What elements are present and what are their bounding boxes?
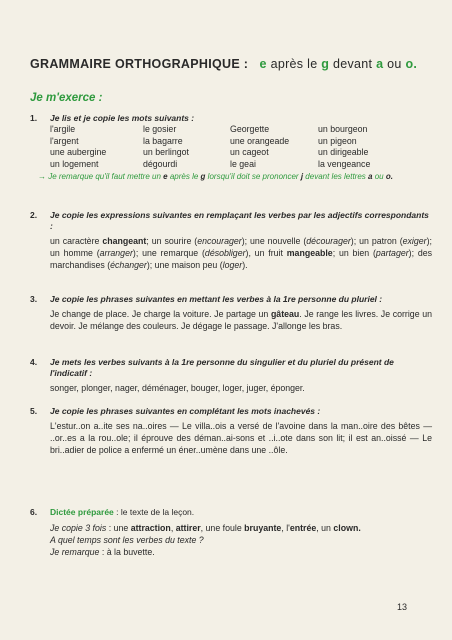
note-text: devant les lettres: [305, 172, 366, 181]
text-run: clown.: [333, 523, 361, 533]
text-run: gâteau: [270, 309, 300, 319]
title-letter-a: a: [376, 57, 384, 71]
word: l'argent: [50, 135, 79, 146]
title-text: après le: [270, 57, 318, 71]
word: un cageot: [230, 147, 269, 157]
word: une orangeade: [230, 135, 290, 146]
text-run: ; un sourire (: [146, 236, 198, 246]
word-column: [230, 124, 289, 170]
exercise-instruction: Je copie les phrases suivantes en mettant les verbes à la 1re personne du pluriel :: [50, 294, 383, 304]
text-run: ), un fruit: [245, 248, 287, 258]
title-letter-e: e: [259, 57, 267, 71]
remark-note: [38, 172, 430, 183]
text-run: attirer: [175, 523, 201, 533]
page-number: 13: [397, 602, 408, 612]
text-run: ,: [170, 523, 176, 533]
note-letter: o.: [385, 172, 393, 181]
text-run: loger: [222, 260, 243, 270]
exercise-text: [50, 522, 432, 558]
text-run: encourager: [197, 236, 242, 246]
word: dégourdi: [143, 158, 178, 169]
word-column: [143, 124, 189, 170]
text-run: partager: [375, 248, 409, 258]
text-run: : une: [106, 523, 131, 533]
exercise-number: 1.: [30, 113, 38, 123]
exercise-number: 4.: [30, 357, 38, 367]
text-run: décourager: [306, 236, 351, 246]
exercise-instruction: [50, 507, 430, 518]
text-line: [50, 522, 432, 534]
word: un dirigeable: [318, 147, 369, 157]
exercise-number: 3.: [30, 294, 38, 304]
text-run: ); un patron (: [350, 236, 403, 246]
title-letter-o: o.: [405, 57, 418, 71]
text-run: ); des marchandises (: [50, 248, 433, 270]
exercise-instruction: Je lis et je copie les mots suivants :: [50, 113, 195, 123]
word: la vengeance: [318, 158, 371, 169]
title-text: ou: [387, 57, 402, 71]
text-run: mangeable: [286, 248, 333, 258]
note-text: après le: [169, 172, 199, 181]
exercise-text: L'estur..on a..ite ses na..oires — Le villa..ois a versé de l'avoine dans la man..oire des bêtes — ..or..es a la rou..ole; il éprouve des déman..ai-sons et ..i..ote dans son lit; il est an..oissé — Le bri..adier de police a enfermé un éner..umène dans une ..ôle.: [50, 421, 432, 455]
word: un logement: [50, 158, 99, 169]
text-run: ); un homme (: [50, 236, 432, 258]
text-run: Je copie 3 fois: [50, 523, 107, 533]
word: Georgette: [230, 124, 270, 134]
text-run: changeant: [102, 236, 147, 246]
exercise-text: [50, 235, 432, 271]
title-letter-g: g: [321, 57, 330, 71]
exercise-number: 2.: [30, 210, 38, 220]
text-run: échanger: [110, 260, 147, 270]
word-column: [50, 124, 106, 170]
exercise-text: songer, plonger, nager, déménager, bouger, loger, juger, éponger.: [50, 383, 305, 393]
word: un berlingot: [143, 147, 189, 157]
note-text: lorsqu'il doit se prononcer: [207, 172, 299, 181]
text-run: Je remarque: [50, 547, 100, 557]
title-main: GRAMMAIRE ORTHOGRAPHIQUE :: [30, 57, 249, 71]
text-run: désobliger: [204, 248, 246, 258]
dictation-label: Dictée préparée: [50, 507, 114, 517]
note-letter: a: [368, 172, 373, 181]
text-run: A quel temps sont les verbes du texte ?: [50, 535, 204, 545]
text-run: exiger: [402, 236, 427, 246]
exercise-number: 5.: [30, 406, 38, 416]
exercise-instruction: Je copie les phrases suivantes en complétant les mots inachevés :: [50, 406, 321, 416]
text-run: un caractère: [50, 236, 103, 246]
word: un pigeon: [318, 135, 357, 146]
exercise-instruction: Je mets les verbes suivants à la 1re personne du singulier et du pluriel du présent de l'indicatif :: [50, 357, 394, 378]
section-heading: Je m'exerce :: [30, 92, 103, 104]
text-line: [50, 546, 432, 558]
word: le gosier: [143, 124, 177, 134]
title-text: devant: [332, 57, 373, 71]
text-run: , un: [316, 523, 334, 533]
text-run: ); une nouvelle (: [241, 236, 307, 246]
text-run: ; un bien (: [332, 248, 376, 258]
word-column: [318, 124, 370, 170]
text-run: , l': [281, 523, 290, 533]
text-run: ); une remarque (: [132, 248, 205, 258]
text-run: . Je range les livres. Je corrige un devoir. Je mélange des couleurs. Je dégage le passage. J'allonge les bras.: [50, 309, 432, 331]
text-run: : le texte de la leçon.: [116, 507, 195, 517]
text-run: bruyante: [244, 523, 282, 533]
word: la bagarre: [143, 135, 183, 146]
word: une aubergine: [50, 147, 107, 157]
text-run: arranger: [99, 248, 133, 258]
note-text: → Je remarque qu'il faut mettre un: [38, 172, 161, 181]
word: un bourgeon: [318, 124, 368, 134]
text-run: Je change de place. Je charge la voiture. Je partage un: [50, 309, 271, 319]
text-run: , une foule: [200, 523, 245, 533]
word: l'argile: [50, 124, 76, 134]
word: le geai: [230, 158, 256, 169]
note-letter: j: [300, 172, 304, 181]
text-run: : à la buvette.: [99, 547, 155, 557]
exercise-instruction: Je copie les expressions suivantes en remplaçant les verbes par les adjectifs correspondants :: [50, 210, 429, 231]
text-run: ).: [242, 260, 248, 270]
note-text: ou: [374, 172, 384, 181]
text-run: entrée: [289, 523, 317, 533]
text-line: [50, 534, 432, 546]
text-run: attraction: [130, 523, 171, 533]
exercise-number: 6.: [30, 507, 38, 517]
exercise-text: [50, 308, 432, 332]
text-run: ); une maison peu (: [146, 260, 223, 270]
page-title: [30, 57, 417, 71]
note-letter: e: [163, 172, 168, 181]
note-letter: g: [200, 172, 206, 181]
